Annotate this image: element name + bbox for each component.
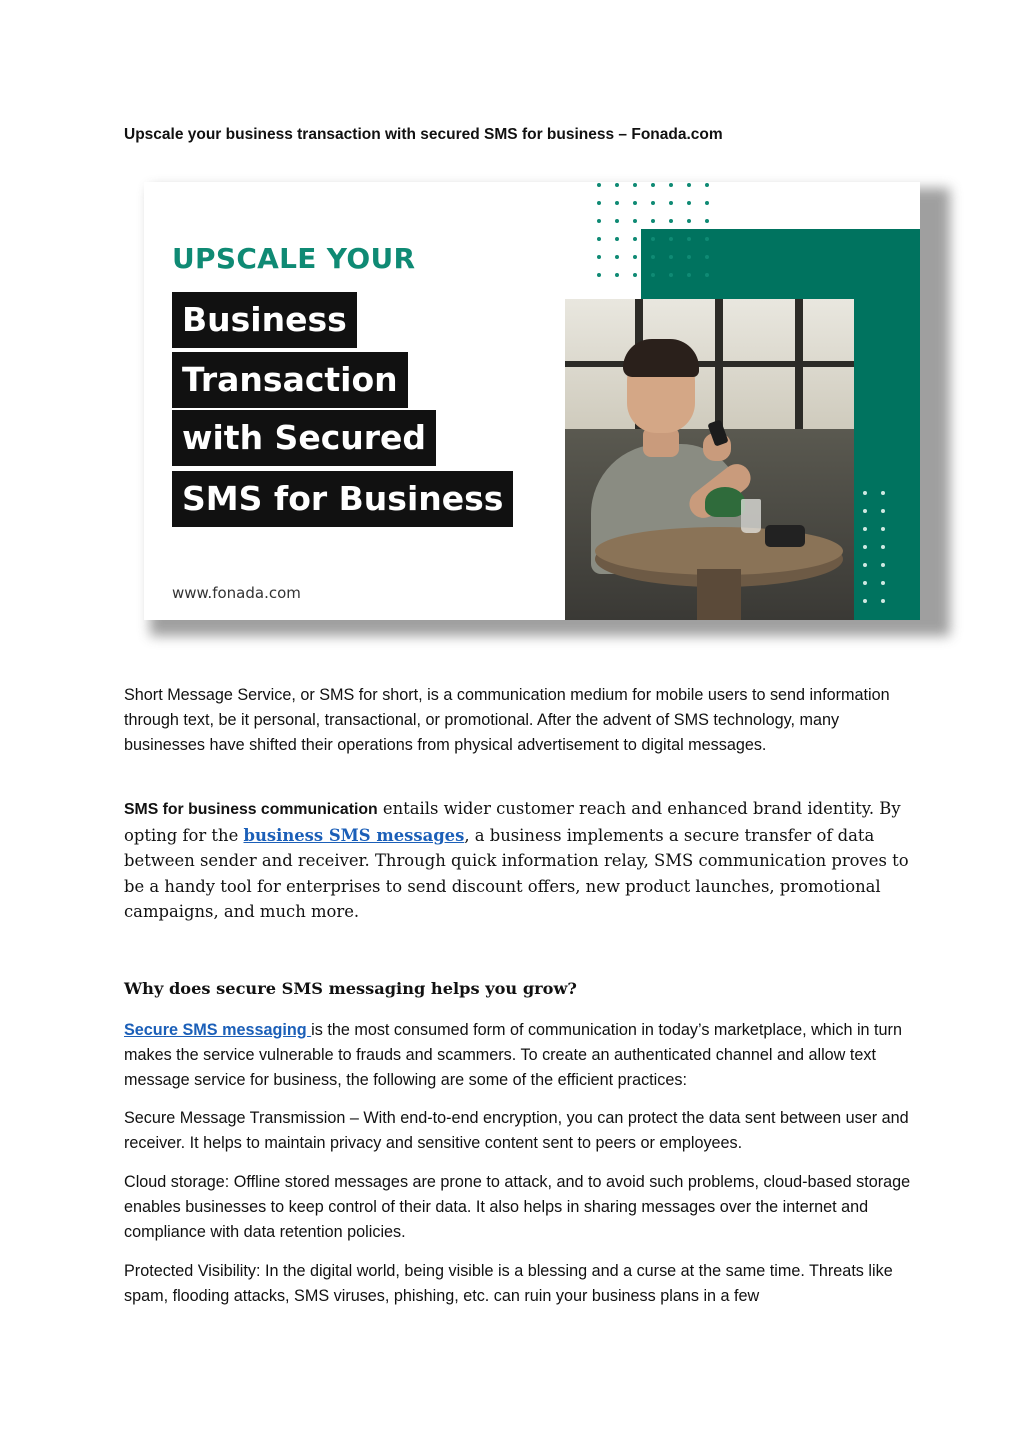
dot [874,592,892,610]
dot [626,230,644,248]
dot [856,556,874,574]
dot [590,182,608,194]
dot [874,502,892,520]
banner-line-with-secured: with Secured [172,410,436,466]
dot [680,266,698,284]
paragraph-intro: Short Message Service, or SMS for short, is a communication medium for mobile users to send information through text, be it personal, transactional, or promotional. After the advent of SMS technology, many businesses have shifted their operations from physical advertisement to digital messages. [124,686,890,754]
dot [644,212,662,230]
dot [856,484,874,502]
dot [644,266,662,284]
dot [590,194,608,212]
dot [680,248,698,266]
dot [626,212,644,230]
paragraph-lead-bold: SMS for business communication [124,801,378,818]
dot [644,230,662,248]
dot [608,182,626,194]
dot [698,212,716,230]
dot [856,538,874,556]
paragraph-text: , a business implements a secure transfer of data between sender and receiver. Through quick information relay, SMS communication proves to be a handy tool for enterprises to send discount offers, new product launches, promotional campaigns, and much more. [124,825,909,921]
dot [626,266,644,284]
dot [662,182,680,194]
dot [874,520,892,538]
dot [698,230,716,248]
banner-photo-man-with-phone [565,299,854,620]
document-title: Upscale your business transaction with secured SMS for business – Fonada.com [124,126,723,143]
dot [608,266,626,284]
dot [626,194,644,212]
banner-site-url: www.fonada.com [172,584,301,602]
dot [590,230,608,248]
banner-line-business: Business [172,292,357,348]
section-heading: Why does secure SMS messaging helps you grow? [124,979,577,998]
dot [662,266,680,284]
dot [590,266,608,284]
dot [590,248,608,266]
dot [626,248,644,266]
dot [874,574,892,592]
dot [680,230,698,248]
dot [608,194,626,212]
dot [856,520,874,538]
paragraph-secure-transmission: Secure Message Transmission – With end-to-end encryption, you can protect the data sent between user and receiver. It helps to maintain privacy and sensitive content sent to peers or employees. [124,1109,909,1152]
banner-dot-pattern-right [856,484,892,610]
banner-upscale-text: UPSCALE YOUR [172,242,416,275]
dot [662,248,680,266]
banner-image [144,182,920,620]
dot [698,248,716,266]
dot [662,194,680,212]
dot [698,182,716,194]
dot [856,574,874,592]
paragraph-protected-visibility: Protected Visibility: In the digital world, being visible is a blessing and a curse at the same time. Threats like spam, flooding attacks, SMS viruses, phishing, etc. can ruin your business plans in a few [124,1262,893,1305]
dot [662,212,680,230]
dot [856,502,874,520]
dot [626,182,644,194]
dot [698,194,716,212]
dot [680,194,698,212]
dot [680,212,698,230]
banner-dot-pattern-top [590,182,716,284]
banner-line-sms-for-business: SMS for Business [172,471,513,527]
dot [590,212,608,230]
banner-line-transaction: Transaction [172,352,408,408]
dot [874,484,892,502]
secure-sms-messaging-link[interactable]: Secure SMS messaging [124,1021,312,1039]
dot [874,538,892,556]
dot [644,182,662,194]
dot [608,248,626,266]
dot [608,212,626,230]
dot [680,182,698,194]
paragraph-text: entails wider customer reach and enhanced brand identity. By opting for the [124,799,901,845]
dot [608,230,626,248]
paragraph-sms-for-business [124,796,914,925]
paragraph-cloud-storage: Cloud storage: Offline stored messages are prone to attack, and to avoid such problems, cloud-based storage enables businesses to keep control of their data. It also helps in sharing messages over the internet and compliance with data retention policies. [124,1173,911,1241]
dot [698,266,716,284]
dot [856,592,874,610]
paragraph-text: is the most consumed form of communication in today’s marketplace, which in turn makes the service vulnerable to frauds and scammers. To create an authenticated channel and allow text message service for business, the following are some of the efficient practices: [124,1021,902,1089]
dot [644,194,662,212]
dot [662,230,680,248]
dot [644,248,662,266]
paragraph-secure-sms [124,1018,914,1093]
business-sms-messages-link[interactable]: business SMS messages [243,825,465,845]
dot [874,556,892,574]
